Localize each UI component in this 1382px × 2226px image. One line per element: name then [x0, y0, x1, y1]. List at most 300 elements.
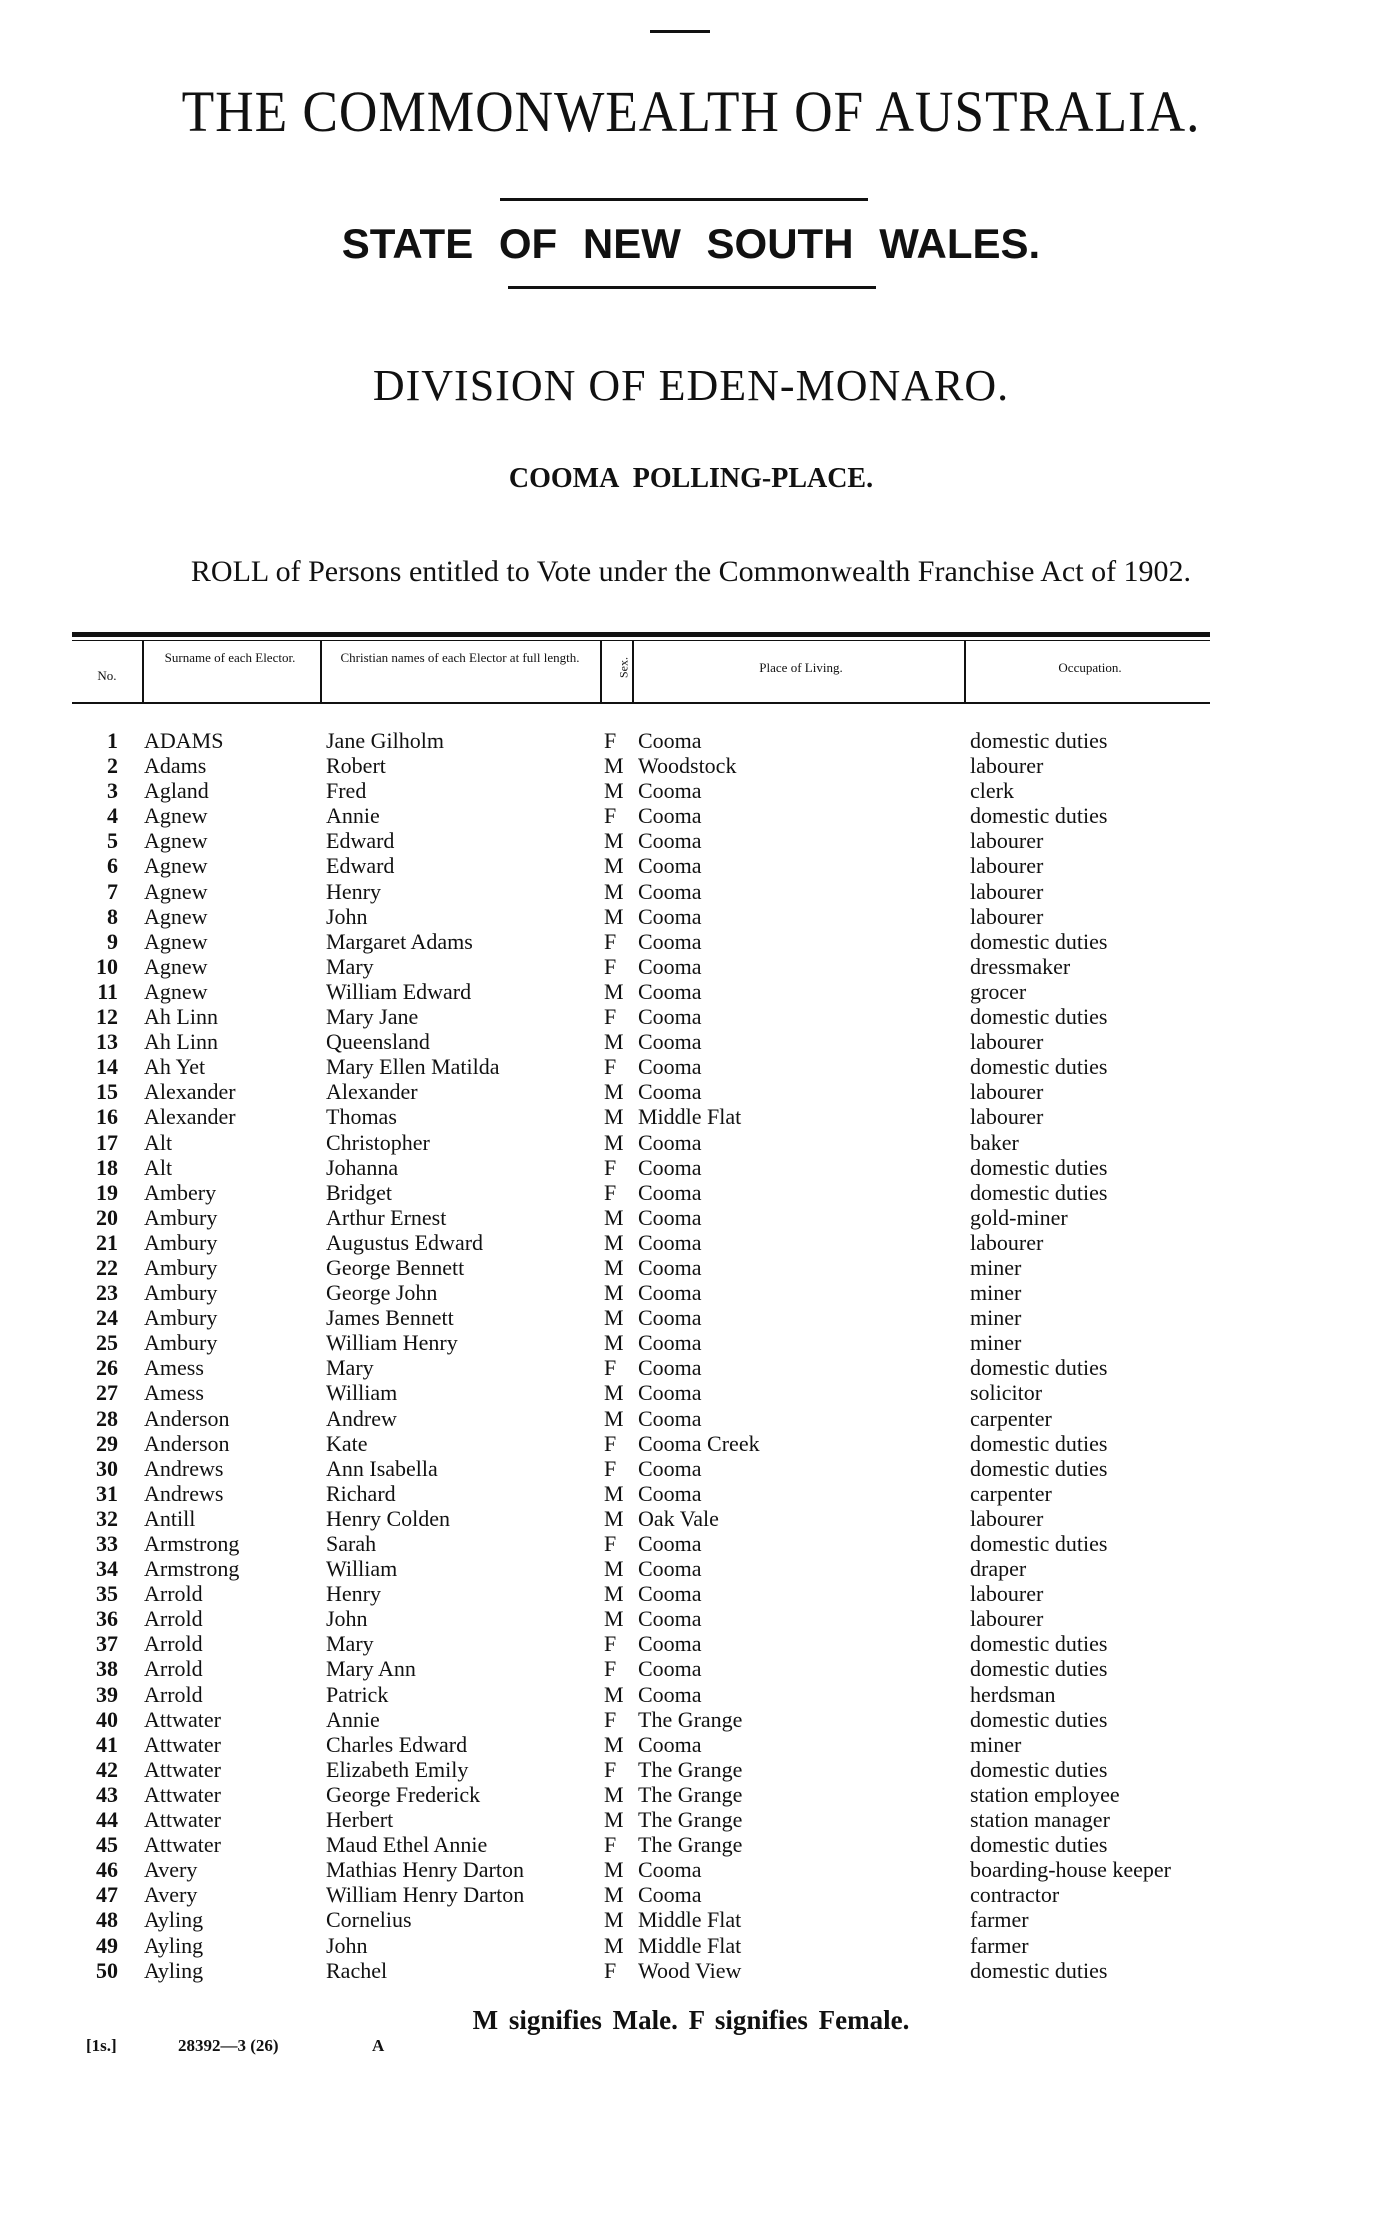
table-row — [0, 1882, 1382, 1907]
surname-cell: Ayling — [144, 1932, 204, 1958]
place-cell: Cooma — [638, 778, 702, 804]
header-place: Place of Living. — [759, 660, 843, 675]
row-number: 28 — [96, 1405, 118, 1431]
table-row — [0, 1280, 1382, 1305]
occupation-cell: miner — [970, 1330, 1022, 1356]
surname-cell: Andrews — [144, 1455, 224, 1481]
row-number: 27 — [96, 1380, 118, 1406]
column-divider — [600, 641, 602, 702]
occupation-cell: miner — [970, 1305, 1022, 1331]
place-cell: Cooma — [638, 1656, 702, 1682]
christian-names-cell: Augustus Edward — [326, 1229, 484, 1255]
christian-names-cell: Sarah — [326, 1531, 377, 1556]
sex-cell: F — [604, 1631, 617, 1657]
page-title: THE COMMONWEALTH OF AUSTRALIA. — [181, 79, 1201, 144]
occupation-cell: domestic duties — [970, 1756, 1108, 1782]
sex-cell: F — [604, 953, 617, 979]
place-cell: Cooma — [638, 1581, 702, 1607]
christian-names-cell: William Henry — [326, 1330, 458, 1356]
occupation-cell: grocer — [970, 978, 1027, 1004]
sex-cell: M — [604, 1505, 624, 1531]
table-row — [0, 1907, 1382, 1932]
christian-names-cell: John — [326, 903, 368, 929]
occupation-cell: clerk — [970, 778, 1014, 804]
row-number: 23 — [96, 1280, 118, 1306]
table-row — [0, 1305, 1382, 1330]
surname-cell: Antill — [144, 1505, 196, 1531]
place-cell: The Grange — [638, 1756, 743, 1782]
occupation-cell: labourer — [970, 1606, 1044, 1632]
column-divider — [964, 641, 966, 702]
christian-names-cell: Henry — [326, 1581, 381, 1607]
occupation-cell: farmer — [970, 1932, 1029, 1958]
occupation-cell: domestic duties — [970, 1531, 1108, 1556]
christian-names-cell: Fred — [326, 778, 367, 804]
christian-names-cell: Queensland — [326, 1029, 430, 1055]
surname-cell: Agnew — [144, 903, 208, 929]
header-christian-names: Christian names of each Elector at full length. — [340, 650, 580, 665]
occupation-cell: labourer — [970, 1229, 1044, 1255]
place-cell: The Grange — [638, 1706, 743, 1732]
sex-cell: M — [604, 1781, 624, 1807]
surname-cell: Ambury — [144, 1254, 218, 1280]
sex-cell: M — [604, 1280, 624, 1306]
header-occupation: Occupation. — [1058, 660, 1122, 675]
surname-cell: Ah Linn — [144, 1004, 218, 1030]
division-heading: DIVISION OF EDEN-MONARO. — [372, 361, 1010, 410]
christian-names-cell: John — [326, 1932, 368, 1958]
footer-print-ref: 28392—3 (26) — [178, 2036, 279, 2055]
table-row — [0, 1230, 1382, 1255]
christian-names-cell: Jane Gilholm — [326, 728, 444, 753]
sex-cell: M — [604, 778, 624, 804]
table-row — [0, 1606, 1382, 1631]
row-number: 12 — [96, 1004, 118, 1030]
table-row — [0, 1481, 1382, 1506]
sex-cell: M — [604, 1681, 624, 1707]
table-row — [0, 1180, 1382, 1205]
table-row — [0, 1656, 1382, 1681]
sex-cell: M — [604, 1932, 624, 1958]
christian-names-cell: William Edward — [326, 978, 472, 1004]
christian-names-cell: Ann Isabella — [326, 1455, 438, 1481]
place-cell: Cooma — [638, 1681, 702, 1707]
surname-cell: Attwater — [144, 1832, 221, 1858]
occupation-cell: domestic duties — [970, 1054, 1108, 1080]
row-number: 14 — [96, 1054, 118, 1080]
sex-cell: M — [604, 1029, 624, 1055]
row-number: 44 — [96, 1807, 118, 1833]
sex-cell: M — [604, 1330, 624, 1356]
row-number: 5 — [107, 828, 118, 854]
christian-names-cell: William Henry Darton — [326, 1882, 525, 1908]
surname-cell: Attwater — [144, 1756, 221, 1782]
table-row — [0, 929, 1382, 954]
christian-names-cell: Rachel — [326, 1957, 388, 1983]
occupation-cell: solicitor — [970, 1380, 1043, 1406]
occupation-cell: labourer — [970, 1104, 1044, 1130]
sex-cell: M — [604, 1807, 624, 1833]
row-number: 21 — [96, 1229, 118, 1255]
sex-cell: F — [604, 803, 617, 829]
occupation-cell: miner — [970, 1254, 1022, 1280]
row-number: 40 — [96, 1706, 118, 1732]
surname-cell: Agnew — [144, 853, 208, 879]
sex-cell: F — [604, 1004, 617, 1030]
row-number: 33 — [96, 1531, 118, 1556]
surname-cell: Ambury — [144, 1330, 218, 1356]
sex-legend: M signifies Male. F signifies Female. — [472, 2005, 910, 2035]
occupation-cell: labourer — [970, 1505, 1044, 1531]
occupation-cell: farmer — [970, 1907, 1029, 1933]
occupation-cell: draper — [970, 1556, 1027, 1582]
place-cell: Cooma — [638, 1004, 702, 1030]
row-number: 49 — [96, 1932, 118, 1958]
sex-cell: F — [604, 1957, 617, 1983]
sex-cell: F — [604, 728, 617, 753]
header-sex: Sex. — [616, 657, 631, 678]
place-cell: Cooma — [638, 803, 702, 829]
row-number: 38 — [96, 1656, 118, 1682]
column-divider — [142, 641, 144, 702]
christian-names-cell: Johanna — [326, 1154, 399, 1180]
sex-cell: F — [604, 1531, 617, 1556]
occupation-cell: gold-miner — [970, 1204, 1068, 1230]
surname-cell: Avery — [144, 1882, 198, 1908]
occupation-cell: carpenter — [970, 1405, 1052, 1431]
surname-cell: Ambury — [144, 1305, 218, 1331]
surname-cell: Alt — [144, 1129, 173, 1155]
christian-names-cell: Edward — [326, 853, 395, 879]
surname-cell: Arrold — [144, 1606, 203, 1632]
sex-cell: M — [604, 1079, 624, 1105]
sex-cell: M — [604, 1731, 624, 1757]
christian-names-cell: James Bennett — [326, 1305, 454, 1331]
row-number: 37 — [96, 1631, 118, 1657]
place-cell: Cooma — [638, 878, 702, 904]
occupation-cell: domestic duties — [970, 1706, 1108, 1732]
place-cell: Cooma — [638, 853, 702, 879]
christian-names-cell: Thomas — [326, 1104, 397, 1130]
row-number: 7 — [107, 878, 118, 904]
occupation-cell: herdsman — [970, 1681, 1056, 1707]
table-row — [0, 728, 1382, 753]
sex-cell: M — [604, 1581, 624, 1607]
row-number: 35 — [96, 1581, 118, 1607]
christian-names-cell: Christopher — [326, 1129, 430, 1155]
surname-cell: Andrews — [144, 1480, 224, 1506]
row-number: 26 — [96, 1355, 118, 1381]
christian-names-cell: Margaret Adams — [326, 928, 473, 954]
place-cell: The Grange — [638, 1781, 743, 1807]
occupation-cell: labourer — [970, 903, 1044, 929]
surname-cell: Attwater — [144, 1731, 221, 1757]
surname-cell: Agnew — [144, 953, 208, 979]
table-row — [0, 1130, 1382, 1155]
table-row — [0, 1104, 1382, 1129]
surname-cell: Amess — [144, 1355, 204, 1381]
surname-cell: Attwater — [144, 1706, 221, 1732]
surname-cell: Amess — [144, 1380, 204, 1406]
table-row — [0, 828, 1382, 853]
row-number: 20 — [96, 1204, 118, 1230]
occupation-cell: domestic duties — [970, 1832, 1108, 1858]
surname-cell: Arrold — [144, 1656, 203, 1682]
surname-cell: Agnew — [144, 928, 208, 954]
table-row — [0, 1205, 1382, 1230]
christian-names-cell: Henry — [326, 878, 381, 904]
occupation-cell: contractor — [970, 1882, 1060, 1908]
place-cell: Cooma — [638, 1229, 702, 1255]
surname-cell: Agnew — [144, 978, 208, 1004]
occupation-cell: labourer — [970, 1079, 1044, 1105]
divider-rule — [500, 198, 868, 201]
sex-cell: M — [604, 1907, 624, 1933]
table-top-rule-thin — [72, 640, 1210, 641]
sex-cell: M — [604, 1882, 624, 1908]
table-row — [0, 1054, 1382, 1079]
row-number: 22 — [96, 1254, 118, 1280]
place-cell: Cooma — [638, 1531, 702, 1556]
row-number: 32 — [96, 1505, 118, 1531]
christian-names-cell: Mary — [326, 1631, 374, 1657]
sex-cell: M — [604, 1104, 624, 1130]
christian-names-cell: Mary — [326, 1355, 374, 1381]
sex-cell: M — [604, 828, 624, 854]
occupation-cell: miner — [970, 1280, 1022, 1306]
christian-names-cell: Bridget — [326, 1179, 392, 1205]
table-row — [0, 1431, 1382, 1456]
occupation-cell: domestic duties — [970, 1455, 1108, 1481]
divider-rule — [508, 286, 876, 289]
surname-cell: Ah Yet — [144, 1054, 206, 1080]
surname-cell: Alexander — [144, 1104, 236, 1130]
occupation-cell: labourer — [970, 853, 1044, 879]
row-number: 43 — [96, 1781, 118, 1807]
place-cell: Wood View — [638, 1957, 742, 1983]
table-row — [0, 778, 1382, 803]
place-cell: Cooma — [638, 1857, 702, 1883]
christian-names-cell: Mary Ann — [326, 1656, 416, 1682]
row-number: 29 — [96, 1430, 118, 1456]
table-row — [0, 753, 1382, 778]
row-number: 19 — [96, 1179, 118, 1205]
occupation-cell: labourer — [970, 1029, 1044, 1055]
row-number: 8 — [107, 903, 118, 929]
sex-cell: M — [604, 1129, 624, 1155]
table-row — [0, 879, 1382, 904]
surname-cell: Armstrong — [144, 1531, 240, 1556]
row-number: 17 — [96, 1129, 118, 1155]
table-row — [0, 853, 1382, 878]
surname-cell: Attwater — [144, 1781, 221, 1807]
row-number: 30 — [96, 1455, 118, 1481]
occupation-cell: domestic duties — [970, 728, 1108, 753]
table-row — [0, 1255, 1382, 1280]
table-top-rule — [72, 632, 1210, 637]
occupation-cell: domestic duties — [970, 1355, 1108, 1381]
sex-cell: F — [604, 1154, 617, 1180]
sex-cell: F — [604, 1455, 617, 1481]
table-row — [0, 1079, 1382, 1104]
occupation-cell: labourer — [970, 828, 1044, 854]
surname-cell: Anderson — [144, 1405, 230, 1431]
christian-names-cell: Henry Colden — [326, 1505, 451, 1531]
surname-cell: ADAMS — [144, 728, 224, 753]
occupation-cell: station employee — [970, 1781, 1120, 1807]
row-number: 11 — [97, 978, 118, 1004]
surname-cell: Ambury — [144, 1204, 218, 1230]
place-cell: Cooma — [638, 1305, 702, 1331]
table-row — [0, 1380, 1382, 1405]
surname-cell: Agnew — [144, 803, 208, 829]
table-row — [0, 904, 1382, 929]
sex-cell: F — [604, 1756, 617, 1782]
christian-names-cell: Herbert — [326, 1807, 394, 1833]
table-row — [0, 1029, 1382, 1054]
christian-names-cell: Cornelius — [326, 1907, 412, 1933]
place-cell: Cooma — [638, 1179, 702, 1205]
sex-cell: M — [604, 1405, 624, 1431]
row-number: 9 — [107, 928, 118, 954]
row-number: 42 — [96, 1756, 118, 1782]
surname-cell: Avery — [144, 1857, 198, 1883]
place-cell: Cooma — [638, 928, 702, 954]
surname-cell: Anderson — [144, 1430, 230, 1456]
christian-names-cell: William — [326, 1556, 398, 1582]
place-cell: Cooma — [638, 1154, 702, 1180]
place-cell: Middle Flat — [638, 1932, 742, 1958]
occupation-cell: domestic duties — [970, 1430, 1108, 1456]
row-number: 47 — [96, 1882, 118, 1908]
sex-cell: M — [604, 1480, 624, 1506]
table-row — [0, 1004, 1382, 1029]
surname-cell: Armstrong — [144, 1556, 240, 1582]
occupation-cell: dressmaker — [970, 953, 1071, 979]
table-header-rule — [72, 702, 1210, 704]
place-cell: Cooma — [638, 728, 702, 753]
row-number: 15 — [96, 1079, 118, 1105]
surname-cell: Attwater — [144, 1807, 221, 1833]
place-cell: Cooma — [638, 978, 702, 1004]
table-row — [0, 1506, 1382, 1531]
occupation-cell: miner — [970, 1731, 1022, 1757]
christian-names-cell: Maud Ethel Annie — [326, 1832, 488, 1858]
occupation-cell: domestic duties — [970, 1631, 1108, 1657]
place-cell: Cooma — [638, 1280, 702, 1306]
sex-cell: F — [604, 1054, 617, 1080]
place-cell: Woodstock — [638, 753, 737, 779]
place-cell: Cooma — [638, 1631, 702, 1657]
place-cell: Cooma — [638, 903, 702, 929]
occupation-cell: labourer — [970, 878, 1044, 904]
christian-names-cell: William — [326, 1380, 398, 1406]
christian-names-cell: Arthur Ernest — [326, 1204, 447, 1230]
occupation-cell: domestic duties — [970, 928, 1108, 954]
christian-names-cell: Annie — [326, 1706, 380, 1732]
christian-names-cell: Robert — [326, 753, 386, 779]
place-cell: Cooma — [638, 1079, 702, 1105]
footer-code: [1s.] — [86, 2036, 117, 2055]
christian-names-cell: George Frederick — [326, 1781, 481, 1807]
row-number: 46 — [96, 1857, 118, 1883]
christian-names-cell: Alexander — [326, 1079, 418, 1105]
table-row — [0, 1330, 1382, 1355]
surname-cell: Alexander — [144, 1079, 236, 1105]
surname-cell: Agland — [144, 778, 209, 804]
header-no: No. — [97, 668, 117, 683]
sex-cell: M — [604, 753, 624, 779]
row-number: 31 — [96, 1480, 118, 1506]
surname-cell: Arrold — [144, 1681, 203, 1707]
row-number: 41 — [96, 1731, 118, 1757]
christian-names-cell: George Bennett — [326, 1254, 465, 1280]
elector-list — [0, 728, 1382, 1983]
place-cell: Middle Flat — [638, 1104, 742, 1130]
place-cell: Cooma — [638, 1355, 702, 1381]
occupation-cell: domestic duties — [970, 1656, 1108, 1682]
christian-names-cell: Elizabeth Emily — [326, 1756, 469, 1782]
place-cell: Cooma — [638, 1882, 702, 1908]
surname-cell: Ambury — [144, 1229, 218, 1255]
place-cell: The Grange — [638, 1807, 743, 1833]
place-cell: Cooma — [638, 1480, 702, 1506]
occupation-cell: domestic duties — [970, 1154, 1108, 1180]
column-divider — [320, 641, 322, 702]
place-cell: Cooma — [638, 1129, 702, 1155]
table-row — [0, 1631, 1382, 1656]
row-number: 3 — [107, 778, 118, 804]
table-row — [0, 1933, 1382, 1958]
row-number: 39 — [96, 1681, 118, 1707]
row-number: 24 — [96, 1305, 118, 1331]
sex-cell: M — [604, 978, 624, 1004]
place-cell: Cooma — [638, 1380, 702, 1406]
sex-cell: M — [604, 903, 624, 929]
surname-cell: Ayling — [144, 1907, 204, 1933]
sex-cell: M — [604, 1305, 624, 1331]
christian-names-cell: Mary — [326, 953, 374, 979]
table-row — [0, 1707, 1382, 1732]
place-cell: Cooma — [638, 1254, 702, 1280]
table-row — [0, 1832, 1382, 1857]
table-row — [0, 803, 1382, 828]
occupation-cell: labourer — [970, 753, 1044, 779]
surname-cell: Ambury — [144, 1280, 218, 1306]
row-number: 13 — [96, 1029, 118, 1055]
christian-names-cell: Kate — [326, 1430, 368, 1456]
sex-cell: F — [604, 1832, 617, 1858]
surname-cell: Ambery — [144, 1179, 217, 1205]
place-cell: Cooma — [638, 1029, 702, 1055]
sex-cell: F — [604, 1656, 617, 1682]
table-row — [0, 1757, 1382, 1782]
place-cell: Cooma — [638, 1054, 702, 1080]
christian-names-cell: Patrick — [326, 1681, 389, 1707]
row-number: 18 — [96, 1154, 118, 1180]
row-number: 4 — [107, 803, 118, 829]
row-number: 25 — [96, 1330, 118, 1356]
christian-names-cell: Charles Edward — [326, 1731, 468, 1757]
christian-names-cell: John — [326, 1606, 368, 1632]
row-number: 10 — [96, 953, 118, 979]
occupation-cell: carpenter — [970, 1480, 1052, 1506]
christian-names-cell: Mary Ellen Matilda — [326, 1054, 500, 1080]
row-number: 36 — [96, 1606, 118, 1632]
table-row — [0, 1581, 1382, 1606]
place-cell: Cooma — [638, 1204, 702, 1230]
christian-names-cell: Annie — [326, 803, 380, 829]
